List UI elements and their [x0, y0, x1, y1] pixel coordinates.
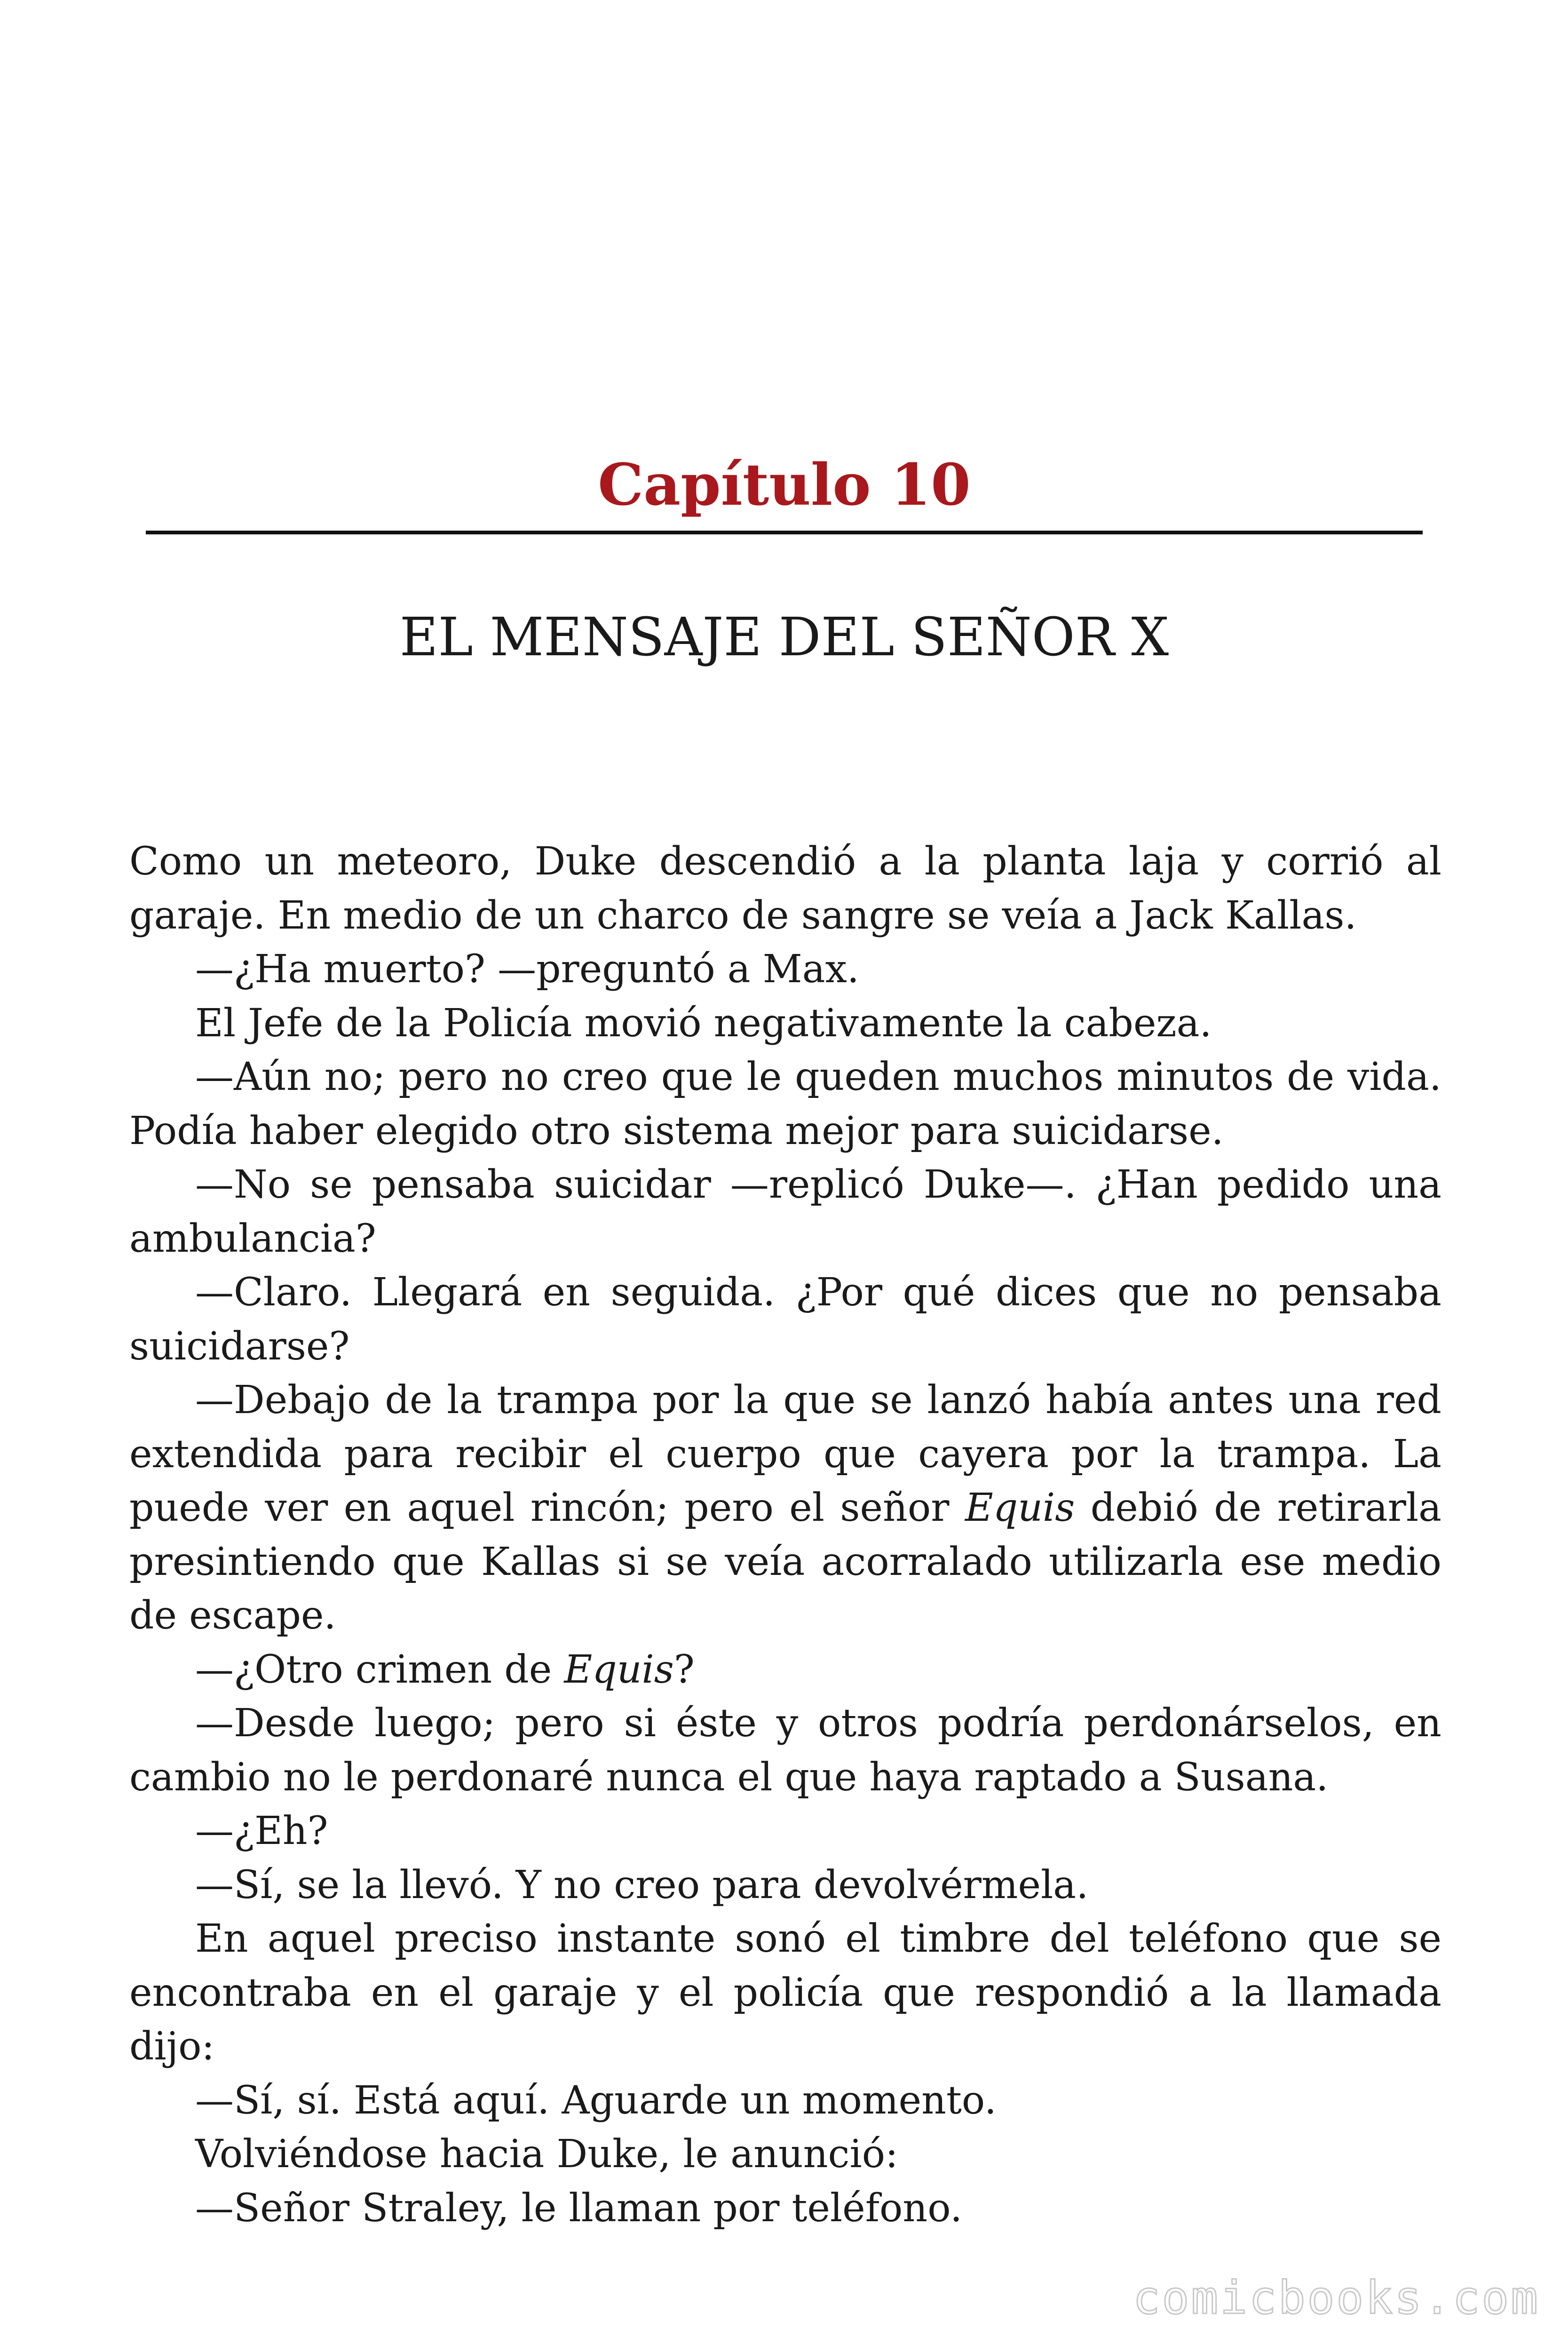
paragraph: [129, 997, 1441, 1051]
paragraph: [129, 2074, 1441, 2128]
paragraph: [129, 943, 1441, 997]
paragraph: [129, 835, 1441, 943]
paragraph: [129, 1158, 1441, 1266]
chapter-divider-rule: [146, 531, 1423, 534]
paragraph-text: —Debajo de la trampa por la que se lanzó había antes una red extendida para recibir el cuerpo que cayera por la trampa. La puede ver en aquel rincón; pero el señor: [129, 1378, 1441, 1530]
paragraph-text: —No se pensaba suicidar —replicó Duke—. ¿Han pedido una ambulancia?: [129, 1162, 1441, 1261]
paragraph-text: —¿Otro crimen de: [195, 1647, 564, 1692]
chapter-heading: Capítulo 10: [598, 451, 971, 518]
chapter-body-text: [129, 835, 1441, 2235]
paragraph-text: —Señor Straley, le llaman por teléfono.: [195, 2185, 963, 2231]
paragraph: [129, 1050, 1441, 1158]
paragraph: [129, 2182, 1441, 2236]
paragraph: [129, 1859, 1441, 1913]
chapter-title: EL MENSAJE DEL SEÑOR X: [399, 607, 1169, 668]
paragraph-text: En aquel preciso instante sonó el timbre del teléfono que se encontraba en el garaje y el policía que respondió a la llamada dijo:: [129, 1916, 1441, 2069]
paragraph-text: —Claro. Llegará en seguida. ¿Por qué dices que no pensaba suicidarse?: [129, 1270, 1441, 1369]
paragraph-text: —¿Eh?: [195, 1809, 328, 1853]
paragraph: [129, 1374, 1441, 1643]
watermark-logo: comicbooks.com: [1132, 2272, 1540, 2324]
paragraph-text: debió de retirarla presintiendo que Kallas si se veía acorralado utilizarla ese medio de escape.: [129, 1486, 1441, 1638]
paragraph: [129, 1697, 1441, 1804]
paragraph: [129, 2128, 1441, 2182]
paragraph: [129, 1804, 1441, 1859]
paragraph-text: Volviéndose hacia Duke, le anunció:: [195, 2132, 898, 2177]
paragraph: [129, 1912, 1441, 2074]
italic-text: Equis: [564, 1647, 674, 1692]
paragraph-text: —Sí, sí. Está aquí. Aguarde un momento.: [195, 2078, 997, 2123]
paragraph-text: El Jefe de la Policía movió negativamente la cabeza.: [195, 1001, 1212, 1046]
paragraph-text: —Sí, se la llevó. Y no creo para devolvérmela.: [195, 1862, 1089, 1907]
paragraph: [129, 1643, 1441, 1697]
paragraph-text: —Aún no; pero no creo que le queden muchos minutos de vida. Podía haber elegido otro sistema mejor para suicidarse.: [129, 1055, 1441, 1153]
paragraph-text: Como un meteoro, Duke descendió a la planta laja y corrió al garaje. En medio de un charco de sangre se veía a Jack Kallas.: [129, 839, 1441, 938]
paragraph-text: —Desde luego; pero si éste y otros podría perdonárselos, en cambio no le perdonaré nunca el que haya raptado a Susana.: [129, 1701, 1441, 1800]
italic-text: Equis: [965, 1486, 1075, 1530]
paragraph: [129, 1266, 1441, 1374]
paragraph-text: ?: [673, 1647, 695, 1692]
paragraph-text: —¿Ha muerto? —preguntó a Max.: [195, 947, 859, 992]
